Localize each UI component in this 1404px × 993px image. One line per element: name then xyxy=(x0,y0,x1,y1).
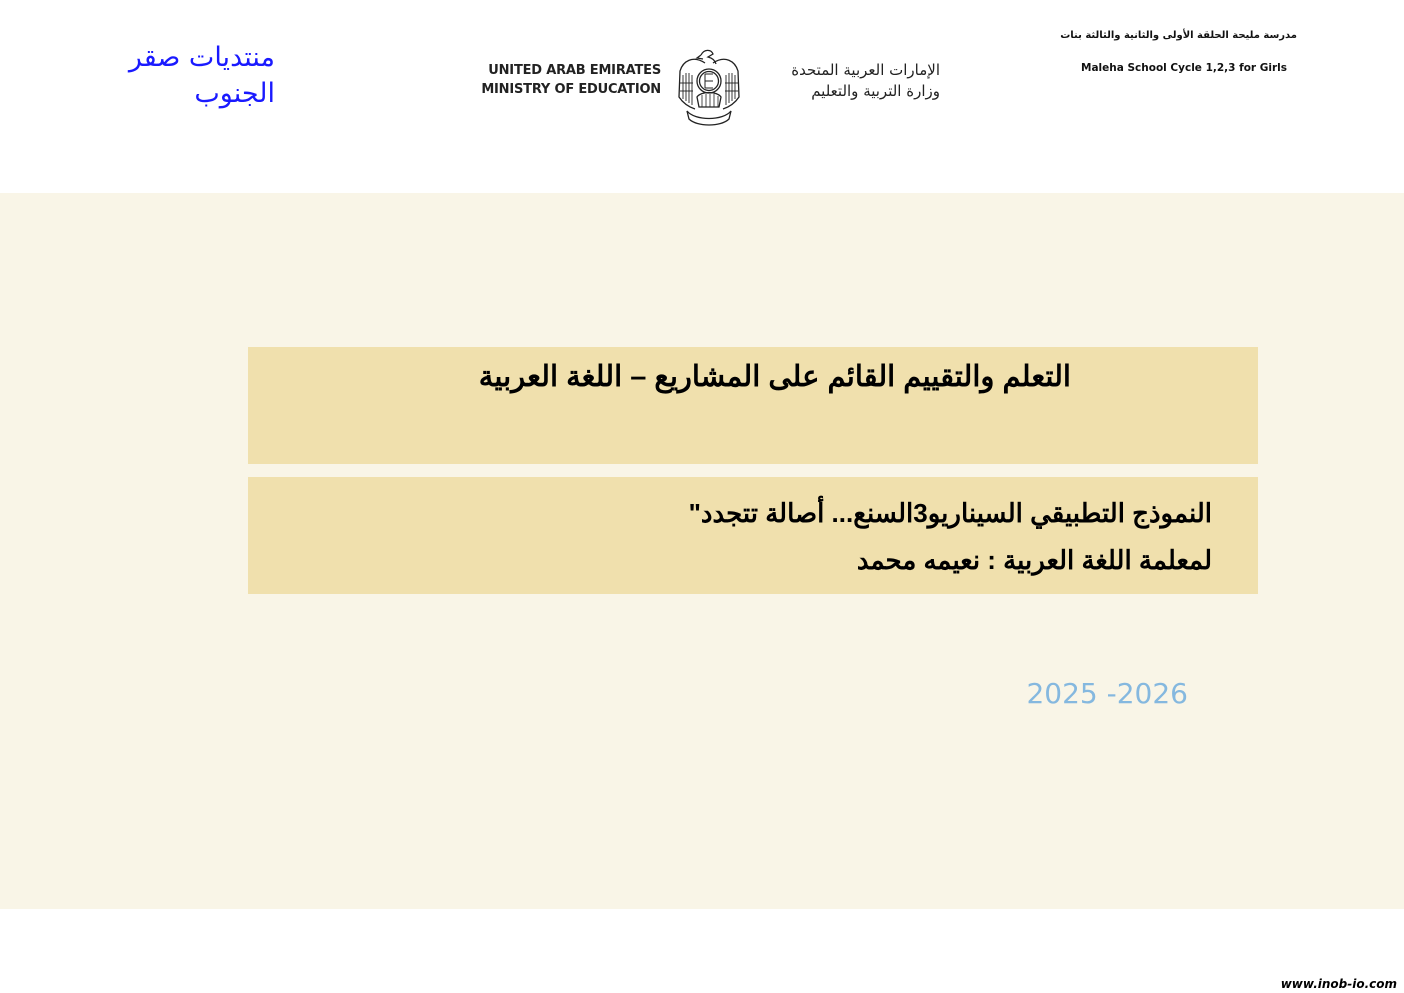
teacher-name: لمعلمة اللغة العربية : نعيمه محمد xyxy=(856,545,1212,575)
footer-url: www.inob-io.com xyxy=(1280,977,1397,991)
ministry-ar-line2: وزارة التربية والتعليم xyxy=(811,82,940,100)
ministry-name-english xyxy=(470,61,661,99)
ministry-ar-line1: الإمارات العربية المتحدة xyxy=(791,61,940,79)
ministry-en-line2: MINISTRY OF EDUCATION xyxy=(481,82,661,97)
document-title: التعلم والتقييم القائم على المشاريع – اللغة العربية xyxy=(478,361,1071,393)
forum-title: منتديات صقر الجنوب xyxy=(128,42,275,109)
ministry-en-line1: UNITED ARAB EMIRATES xyxy=(488,63,661,78)
uae-emblem-icon xyxy=(675,45,743,127)
school-name-arabic: مدرسة مليحة الحلقة الأولى والثانية والثالثة بنات xyxy=(1060,30,1297,41)
title-box xyxy=(248,347,1258,464)
model-scenario-title: النموذج التطبيقي السيناريو3السنع... أصالة تتجدد" xyxy=(688,498,1212,528)
subtitle-box xyxy=(248,477,1258,594)
school-name-english: Maleha School Cycle 1,2,3 for Girls xyxy=(1081,62,1287,74)
ministry-name-arabic xyxy=(755,60,940,102)
academic-year: 2025 -2026 xyxy=(1026,677,1188,710)
